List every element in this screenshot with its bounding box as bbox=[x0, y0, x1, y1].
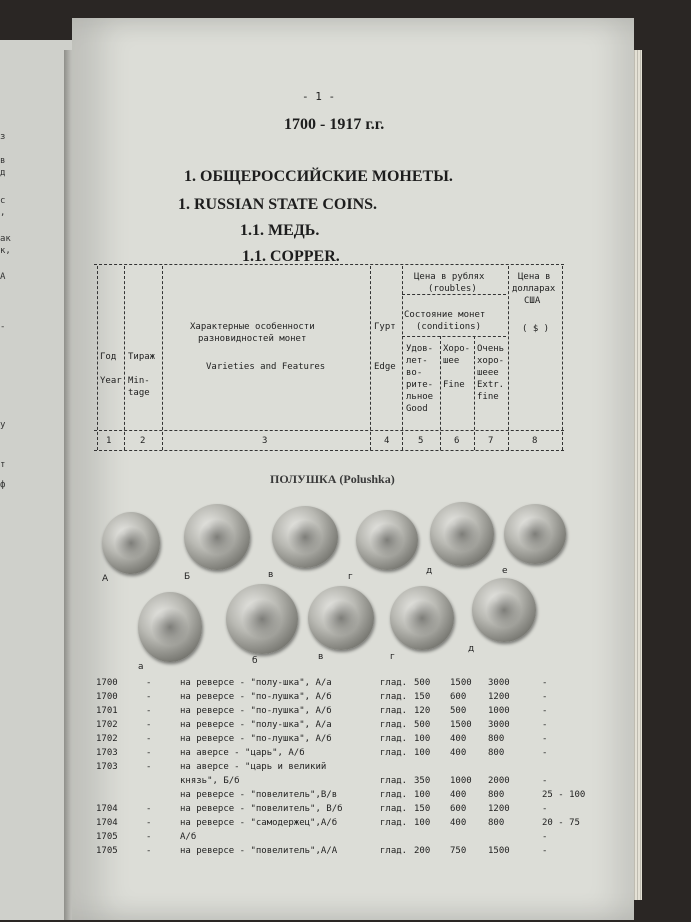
col-xf: шеее bbox=[477, 368, 499, 378]
left-fragment: , bbox=[0, 208, 6, 218]
section-title: ПОЛУШКА (Polushka) bbox=[270, 472, 395, 486]
col-xf-en: Extr. bbox=[477, 380, 505, 390]
table-row bbox=[72, 804, 632, 818]
cell-year: 1702 bbox=[96, 720, 118, 730]
col-number: 7 bbox=[488, 436, 494, 446]
cell-fine: 1500 bbox=[450, 720, 472, 730]
col-xf: хоро- bbox=[477, 356, 505, 366]
cell-desc: на аверсе - "царь и великий bbox=[180, 762, 327, 772]
coin-label: е bbox=[502, 566, 508, 576]
cell-fine: 400 bbox=[450, 734, 467, 744]
cell-desc: на реверсе - "повелитель",В/в bbox=[180, 790, 338, 800]
table-col-divider bbox=[162, 266, 163, 450]
cell-edge: глад. bbox=[380, 776, 408, 786]
table-col-divider bbox=[124, 266, 125, 450]
cell-usd: - bbox=[542, 692, 548, 702]
coin-photo bbox=[138, 592, 202, 662]
col-price-rub: Цена в рублях bbox=[414, 272, 485, 282]
cell-desc: на реверсе - "по-лушка", А/б bbox=[180, 692, 332, 702]
col-usd: США bbox=[524, 296, 541, 306]
col-mintage-en: tage bbox=[128, 388, 150, 398]
cell-usd: - bbox=[542, 832, 548, 842]
table-row bbox=[72, 776, 632, 790]
coin-photo bbox=[356, 510, 418, 570]
cell-good: 350 bbox=[414, 776, 431, 786]
cell-edge: глад. bbox=[380, 706, 408, 716]
cell-xf: 1500 bbox=[488, 846, 510, 856]
col-features-ru: Характерные особенности bbox=[190, 322, 315, 332]
col-usd-symbol: ( $ ) bbox=[522, 324, 550, 334]
cell-edge: глад. bbox=[380, 818, 408, 828]
left-fragment: - bbox=[0, 322, 6, 332]
col-mintage-ru: Тираж bbox=[128, 352, 156, 362]
cell-year: 1703 bbox=[96, 748, 118, 758]
cell-good: 100 bbox=[414, 818, 431, 828]
cell-fine: 400 bbox=[450, 748, 467, 758]
cell-good: 100 bbox=[414, 748, 431, 758]
table-row bbox=[72, 692, 632, 706]
coin-photo bbox=[184, 504, 250, 570]
cell-good: 100 bbox=[414, 734, 431, 744]
cell-xf: 2000 bbox=[488, 776, 510, 786]
page-number: - 1 - bbox=[302, 90, 336, 103]
cell-fine: 400 bbox=[450, 818, 467, 828]
cell-year: 1705 bbox=[96, 846, 118, 856]
cell-edge: глад. bbox=[380, 790, 408, 800]
cell-usd: - bbox=[542, 720, 548, 730]
catalog-page bbox=[72, 18, 634, 920]
cell-good: 500 bbox=[414, 720, 431, 730]
coin-label: в bbox=[268, 570, 274, 580]
cell-usd: - bbox=[542, 678, 548, 688]
col-number: 8 bbox=[532, 436, 538, 446]
coin-label: д bbox=[468, 644, 475, 654]
cell-desc: на реверсе - "полу-шка", А/а bbox=[180, 720, 332, 730]
cell-xf: 800 bbox=[488, 818, 505, 828]
cell-desc: на реверсе - "по-лушка", А/б bbox=[180, 734, 332, 744]
col-fine: шее bbox=[443, 356, 460, 366]
coin-photo bbox=[390, 586, 454, 650]
cell-dash: - bbox=[146, 804, 152, 814]
cell-usd: - bbox=[542, 734, 548, 744]
table-row bbox=[72, 678, 632, 692]
left-fragment: т bbox=[0, 460, 6, 470]
col-year-ru: Год bbox=[100, 352, 117, 362]
cell-usd: 25 - 100 bbox=[542, 790, 586, 800]
table-row bbox=[72, 762, 632, 776]
cell-desc: на реверсе - "повелитель", В/б bbox=[180, 804, 343, 814]
cell-fine: 1500 bbox=[450, 678, 472, 688]
left-fragment: з bbox=[0, 132, 6, 142]
table-row bbox=[72, 748, 632, 762]
cell-edge: глад. bbox=[380, 692, 408, 702]
cell-dash: - bbox=[146, 692, 152, 702]
cell-fine: 600 bbox=[450, 804, 467, 814]
cell-fine: 400 bbox=[450, 790, 467, 800]
col-xf-en: fine bbox=[477, 392, 499, 402]
cell-good: 100 bbox=[414, 790, 431, 800]
coin-photo bbox=[226, 584, 298, 654]
col-year-en: Year bbox=[100, 376, 122, 386]
cell-year: 1701 bbox=[96, 706, 118, 716]
col-usd: Цена в bbox=[518, 272, 551, 282]
subtitle-english: 1.1. COPPER. bbox=[242, 248, 340, 265]
col-number: 6 bbox=[454, 436, 460, 446]
col-xf: Очень bbox=[477, 344, 505, 354]
title-russian: 1. ОБЩЕРОССИЙСКИЕ МОНЕТЫ. bbox=[184, 168, 453, 185]
cell-edge: глад. bbox=[380, 846, 408, 856]
table-col-divider bbox=[474, 336, 475, 450]
cell-usd: - bbox=[542, 706, 548, 716]
col-number: 4 bbox=[384, 436, 390, 446]
table-top-border bbox=[94, 264, 564, 265]
period-heading: 1700 - 1917 г.г. bbox=[284, 116, 385, 133]
left-fragment: в bbox=[0, 156, 6, 166]
col-condition-en: (conditions) bbox=[416, 322, 482, 332]
left-page bbox=[0, 40, 72, 920]
left-fragment: д bbox=[0, 168, 6, 178]
col-price-rub: (roubles) bbox=[428, 284, 477, 294]
col-features-ru: разновидностей монет bbox=[198, 334, 307, 344]
coin-photo bbox=[308, 586, 374, 650]
price-subheader-border bbox=[402, 294, 506, 295]
table-col-divider bbox=[370, 266, 371, 450]
cell-usd: - bbox=[542, 846, 548, 856]
cell-desc: на реверсе - "повелитель",А/А bbox=[180, 846, 338, 856]
subtitle-russian: 1.1. МЕДЬ. bbox=[240, 222, 320, 239]
table-row bbox=[72, 790, 632, 804]
title-english: 1. RUSSIAN STATE COINS. bbox=[178, 196, 378, 213]
cell-xf: 1200 bbox=[488, 804, 510, 814]
cell-desc: на реверсе - "самодержец",А/б bbox=[180, 818, 338, 828]
table-row bbox=[72, 706, 632, 720]
left-fragment: ак bbox=[0, 234, 11, 244]
col-fine-en: Fine bbox=[443, 380, 465, 390]
left-fragment: ф bbox=[0, 480, 6, 490]
cell-fine: 600 bbox=[450, 692, 467, 702]
cell-usd: - bbox=[542, 748, 548, 758]
cell-usd: - bbox=[542, 776, 548, 786]
col-number: 1 bbox=[106, 436, 112, 446]
coin-label: д bbox=[426, 566, 433, 576]
left-fragment: к, bbox=[0, 246, 11, 256]
cell-edge: глад. bbox=[380, 678, 408, 688]
col-good: во- bbox=[406, 368, 423, 378]
cell-desc: на аверсе - "царь", А/б bbox=[180, 748, 305, 758]
cell-xf: 3000 bbox=[488, 720, 510, 730]
cell-dash: - bbox=[146, 818, 152, 828]
cell-xf: 800 bbox=[488, 734, 505, 744]
col-good: лет- bbox=[406, 356, 428, 366]
coin-photo bbox=[430, 502, 494, 566]
cell-xf: 800 bbox=[488, 748, 505, 758]
cell-year: 1700 bbox=[96, 692, 118, 702]
cell-desc: на реверсе - "полу-шка", А/а bbox=[180, 678, 332, 688]
cell-xf: 800 bbox=[488, 790, 505, 800]
col-features-en: Varieties and Features bbox=[206, 362, 326, 372]
table-col-divider bbox=[440, 336, 441, 450]
cell-dash: - bbox=[146, 720, 152, 730]
cell-dash: - bbox=[146, 832, 152, 842]
cell-year: 1704 bbox=[96, 804, 118, 814]
cell-usd: - bbox=[542, 804, 548, 814]
coin-label: а bbox=[138, 662, 144, 672]
cell-edge: глад. bbox=[380, 748, 408, 758]
cell-xf: 3000 bbox=[488, 678, 510, 688]
cell-fine: 750 bbox=[450, 846, 467, 856]
cell-year: 1705 bbox=[96, 832, 118, 842]
table-row bbox=[72, 734, 632, 748]
cell-good: 500 bbox=[414, 678, 431, 688]
cell-xf: 1000 bbox=[488, 706, 510, 716]
coin-photo bbox=[102, 512, 160, 574]
table-row bbox=[72, 818, 632, 832]
cell-year: 1700 bbox=[96, 678, 118, 688]
cell-dash: - bbox=[146, 748, 152, 758]
table-row bbox=[72, 846, 632, 860]
cell-xf: 1200 bbox=[488, 692, 510, 702]
col-edge-en: Edge bbox=[374, 362, 396, 372]
coin-label: б bbox=[252, 656, 258, 666]
table-row bbox=[72, 720, 632, 734]
cell-dash: - bbox=[146, 846, 152, 856]
table-bottom-border bbox=[94, 450, 564, 451]
cell-desc: князь", Б/б bbox=[180, 776, 240, 786]
cell-year: 1704 bbox=[96, 818, 118, 828]
col-fine: Хоро- bbox=[443, 344, 471, 354]
coin-label: г bbox=[348, 572, 353, 582]
condition-subheader-border bbox=[402, 336, 506, 337]
col-good: льное bbox=[406, 392, 434, 402]
coin-photo bbox=[504, 504, 566, 564]
coin-photo bbox=[272, 506, 338, 568]
cell-dash: - bbox=[146, 734, 152, 744]
coin-photo bbox=[472, 578, 536, 642]
cell-good: 150 bbox=[414, 804, 431, 814]
table-row bbox=[72, 832, 632, 846]
cell-usd: 20 - 75 bbox=[542, 818, 580, 828]
left-fragment: А bbox=[0, 272, 6, 282]
col-number: 3 bbox=[262, 436, 268, 446]
coin-label: Б bbox=[184, 572, 191, 582]
cell-year: 1702 bbox=[96, 734, 118, 744]
col-good-en: Good bbox=[406, 404, 428, 414]
col-number: 5 bbox=[418, 436, 424, 446]
coin-label: в bbox=[318, 652, 324, 662]
col-mintage-en: Min- bbox=[128, 376, 150, 386]
left-fragment: с bbox=[0, 196, 6, 206]
col-edge-ru: Гурт bbox=[374, 322, 396, 332]
cell-dash: - bbox=[146, 762, 152, 772]
table-mid-border bbox=[94, 430, 564, 431]
table-col-divider bbox=[508, 266, 509, 450]
coin-label: г bbox=[390, 652, 395, 662]
cell-good: 150 bbox=[414, 692, 431, 702]
col-number: 2 bbox=[140, 436, 146, 446]
col-condition-ru: Состояние монет bbox=[404, 310, 486, 320]
cell-fine: 500 bbox=[450, 706, 467, 716]
cell-desc: А/б bbox=[180, 832, 197, 842]
cell-good: 200 bbox=[414, 846, 431, 856]
col-good: рите- bbox=[406, 380, 434, 390]
table-col-divider bbox=[97, 266, 98, 450]
table-col-divider bbox=[562, 266, 563, 450]
coin-label: А bbox=[102, 574, 109, 584]
cell-dash: - bbox=[146, 678, 152, 688]
col-good: Удов- bbox=[406, 344, 434, 354]
col-usd: долларах bbox=[512, 284, 556, 294]
cell-edge: глад. bbox=[380, 804, 408, 814]
cell-fine: 1000 bbox=[450, 776, 472, 786]
cell-edge: глад. bbox=[380, 720, 408, 730]
cell-edge: глад. bbox=[380, 734, 408, 744]
cell-dash: - bbox=[146, 706, 152, 716]
cell-year: 1703 bbox=[96, 762, 118, 772]
table-col-divider bbox=[402, 266, 403, 450]
cell-desc: на реверсе - "по-лушка", А/б bbox=[180, 706, 332, 716]
left-fragment: у bbox=[0, 420, 6, 430]
cell-good: 120 bbox=[414, 706, 431, 716]
